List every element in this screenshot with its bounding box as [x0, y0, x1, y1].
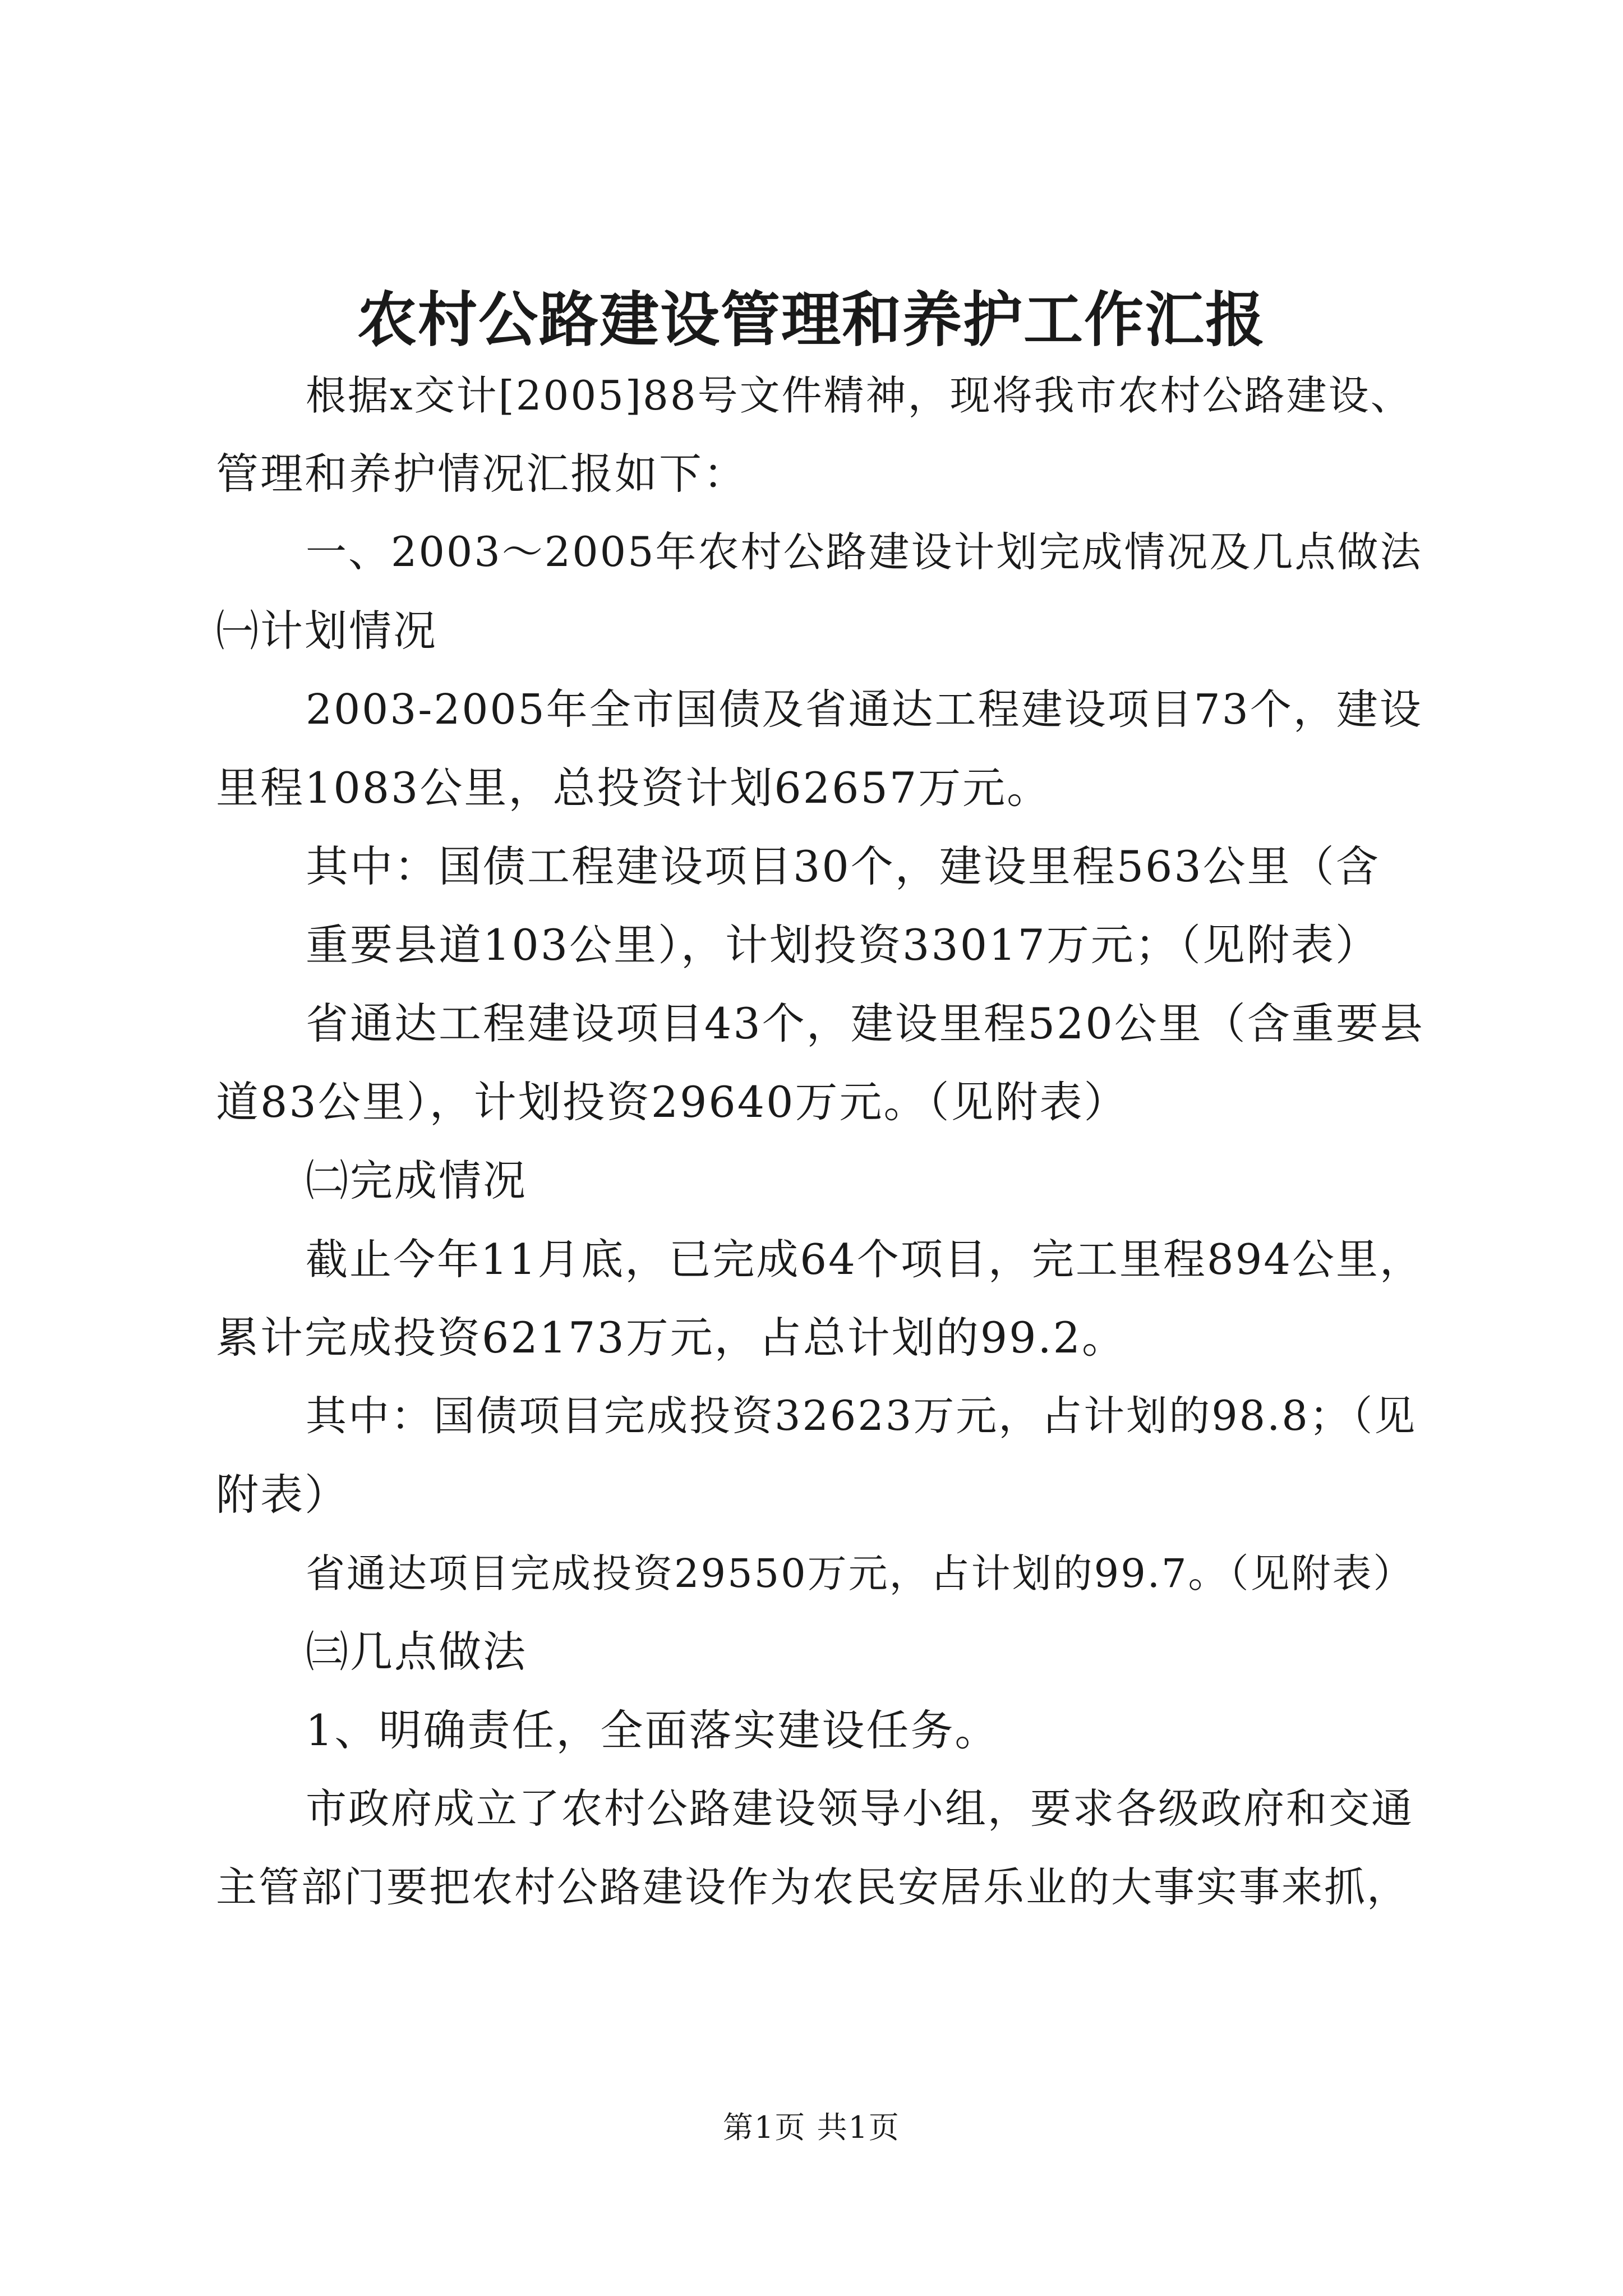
- subsection-heading: ㈢几点做法: [306, 1627, 527, 1677]
- paragraph-line: 主管部门要把农村公路建设作为农民安居乐业的大事实事来抓，: [216, 1864, 1409, 1911]
- paragraph-line: 重要县道103公里），计划投资33017万元；（见附表）: [306, 920, 1380, 970]
- subsection-heading: ㈡完成情况: [306, 1156, 527, 1205]
- paragraph-line: 截止今年11月底，已完成64个项目，完工里程894公里，: [306, 1235, 1424, 1284]
- paragraph-line: 省通达项目完成投资29550万元，占计划的99.7。（见附表）: [306, 1550, 1414, 1596]
- paragraph-line: 道83公里），计划投资29640万元。（见附表）: [216, 1077, 1128, 1127]
- paragraph-line: 市政府成立了农村公路建设领导小组，要求各级政府和交通: [306, 1785, 1414, 1833]
- paragraph-line: 里程1083公里，总投资计划62657万元。: [216, 763, 1052, 813]
- paragraph-line: 附表）: [216, 1470, 349, 1520]
- paragraph-line: 管理和养护情况汇报如下：: [216, 449, 748, 499]
- paragraph-line: 其中：国债工程建设项目30个，建设里程563公里（含: [306, 841, 1380, 891]
- page-footer: 第1页 共1页: [723, 2110, 900, 2145]
- document-title: 农村公路建设管理和养护工作汇报: [357, 284, 1266, 355]
- paragraph-line: 根据x交计[2005]88号文件精神，现将我市农村公路建设、: [306, 372, 1413, 419]
- section-heading: 一、2003～2005年农村公路建设计划完成情况及几点做法: [306, 528, 1423, 576]
- paragraph-line: 累计完成投资62173万元，占总计划的99.2。: [216, 1313, 1126, 1363]
- paragraph-line: 2003-2005年全市国债及省通达工程建设项目73个，建设: [306, 685, 1423, 734]
- paragraph-line: 省通达工程建设项目43个，建设里程520公里（含重要县: [306, 999, 1424, 1048]
- subsection-heading: ㈠计划情况: [216, 606, 437, 656]
- paragraph-line: 1、明确责任，全面落实建设任务。: [306, 1705, 999, 1755]
- paragraph-line: 其中：国债项目完成投资32623万元，占计划的98.8；（见: [306, 1392, 1417, 1440]
